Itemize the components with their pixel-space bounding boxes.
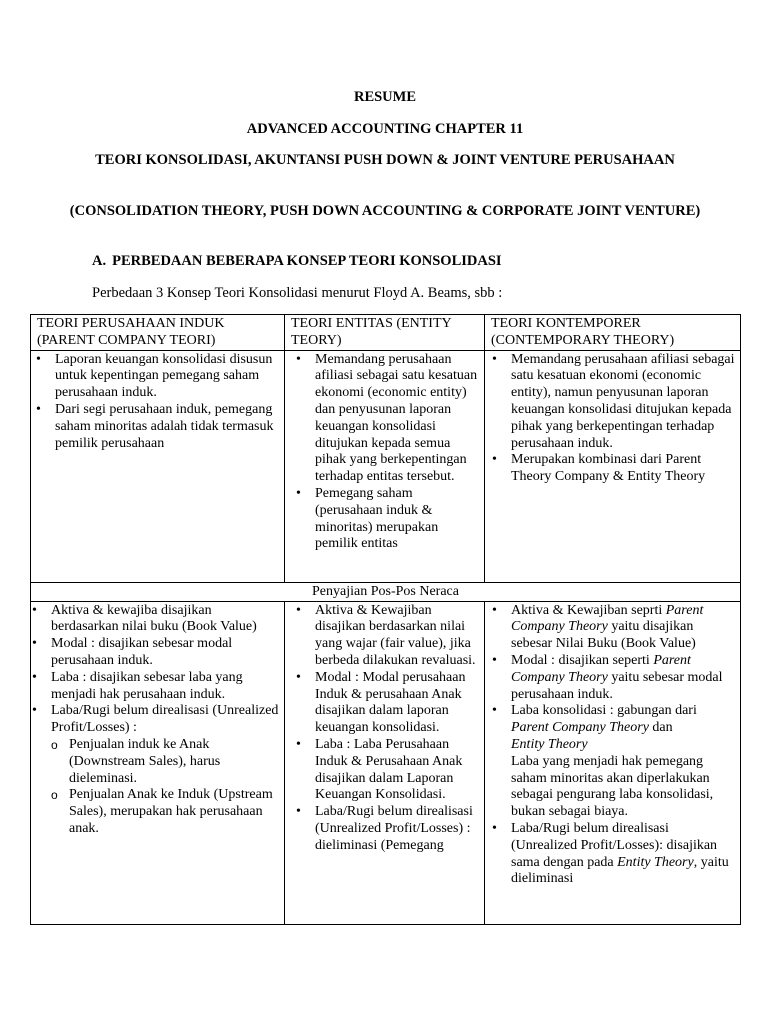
sub-list-item: o Penjualan Anak ke Induk (Upstream Sales), merupakan hak perusahaan anak.: [51, 787, 280, 837]
list-item: • Laba : disajikan sebesar laba yang menjadi hak perusahaan induk.: [31, 670, 280, 704]
list-item: [489, 653, 736, 703]
list-item: • Dari segi perusahaan induk, pemegang saham minoritas adalah tidak termasuk pemilik perusahaan: [35, 402, 280, 452]
header-parent-company-theory: TEORI PERUSAHAAN INDUK (PARENT COMPANY TEORI): [31, 315, 285, 351]
table-section-row: [31, 582, 741, 601]
list-item: • Aktiva & Kewajiban disajikan berdasarkan nilai yang wajar (fair value), jika berbeda dilakukan revaluasi.: [289, 603, 480, 670]
list-item: • Laba : Laba Perusahaan Induk & Perusahaan Anak disajikan dalam Laporan Keuangan Konsolidasi.: [289, 737, 480, 804]
list-item: [31, 703, 280, 837]
chapter-title: ADVANCED ACCOUNTING CHAPTER 11: [246, 121, 524, 137]
table-row: [31, 350, 741, 582]
document-title: RESUME: [353, 89, 417, 105]
topic-title-indonesian: TEORI KONSOLIDASI, AKUNTANSI PUSH DOWN & JOINT VENTURE PERUSAHAAN: [95, 152, 675, 168]
list-item: • Modal : Modal perusahaan Induk & perusahaan Anak disajikan dalam laporan keuangan konsolidasi.: [289, 670, 480, 737]
section-heading: [92, 253, 502, 270]
list-item: [489, 821, 736, 888]
text-run-italic: Entity Theory: [617, 854, 694, 870]
section-number: A.: [92, 253, 107, 269]
list-item: [489, 603, 736, 653]
header-contemporary-theory: TEORI KONTEMPORER (CONTEMPORARY THEORY): [485, 315, 741, 351]
list-item: • Modal : disajikan sebesar modal perusahaan induk.: [31, 636, 280, 670]
list-item: [489, 703, 736, 821]
list-item: • Laporan keuangan konsolidasi disusun untuk kepentingan pemegang saham perusahaan induk.: [35, 352, 280, 402]
sub-list-item: o Penjualan induk ke Anak (Downstream Sales), harus dieleminasi.: [51, 737, 280, 787]
text-run: Laba/Rugi belum direalisasi (Unrealized Profit/Losses): disajikan sama dengan pada: [511, 820, 718, 870]
cell-contemporary-concept: [485, 350, 741, 582]
cell-parent-balance-sheet: [31, 601, 285, 924]
section-intro: Perbedaan 3 Konsep Teori Konsolidasi menurut Floyd A. Beams, sbb :: [92, 285, 503, 301]
cell-entity-concept: [285, 350, 485, 582]
list-item-text: Laba/Rugi belum direalisasi (Unrealized Profit/Losses) :: [51, 703, 279, 736]
text-run: yaitu sebesar modal perusahaan induk.: [511, 669, 723, 702]
list-item: • Pemegang saham (perusahaan induk & minoritas) merupakan pemilik entitas: [289, 486, 480, 553]
list-item: • Merupakan kombinasi dari Parent Theory Company & Entity Theory: [489, 452, 736, 486]
text-run-italic: Parent Company Theory: [511, 652, 691, 685]
text-run: Laba yang menjadi hak pemegang saham minoritas akan diperlakukan sebagai pengurang laba konsolidasi, bukan sebagai biaya.: [511, 753, 714, 820]
cell-entity-balance-sheet: [285, 601, 485, 924]
topic-title-english: (CONSOLIDATION THEORY, PUSH DOWN ACCOUNTING & CORPORATE JOINT VENTURE): [69, 203, 701, 219]
text-run: Aktiva & Kewajiban seprti: [511, 602, 666, 618]
section-title: PERBEDAAN BEBERAPA KONSEP TEORI KONSOLIDASI: [112, 253, 502, 269]
cell-contemporary-balance-sheet: [485, 601, 741, 924]
text-run-italic: Parent Company Theory: [511, 602, 704, 635]
list-item: • Laba/Rugi belum direalisasi (Unrealized Profit/Losses) : dieliminasi (Pemegang: [289, 804, 480, 854]
text-run-italic: Entity Theory: [511, 736, 588, 752]
theory-comparison-table: [30, 314, 741, 925]
table-row: [31, 601, 741, 924]
cell-parent-concept: [31, 350, 285, 582]
section-row-label: Penyajian Pos-Pos Neraca: [31, 582, 741, 601]
list-item: • Memandang perusahaan afiliasi sebagai satu kesatuan ekonomi (economic entity), namun penyusunan laporan keuangan konsolidasi ditujukan kepada pihak yang berkepentingan terhadap perusahaan induk.: [489, 352, 736, 453]
list-item: • Memandang perusahaan afiliasi sebagai satu kesatuan ekonomi (economic entity) dan penyusunan laporan keuangan konsolidasi ditujukan kepada semua pihak yang berkepentingan terhadap entitas tersebut.: [289, 352, 480, 486]
header-entity-theory: TEORI ENTITAS (ENTITY TEORY): [285, 315, 485, 351]
text-run: , yaitu dieliminasi: [511, 854, 729, 887]
sub-list: [51, 737, 280, 838]
text-run: yaitu disajikan sebesar Nilai Buku (Book Value): [511, 619, 696, 652]
table-header-row: [31, 315, 741, 351]
text-run: Modal : disajikan seperti: [511, 652, 654, 668]
list-item: • Aktiva & kewajiba disajikan berdasarkan nilai buku (Book Value): [31, 603, 280, 637]
text-run-italic: Parent Company Theory: [511, 720, 649, 736]
text-run: Laba konsolidasi : gabungan dari: [511, 703, 697, 719]
text-run: dan: [648, 720, 673, 736]
